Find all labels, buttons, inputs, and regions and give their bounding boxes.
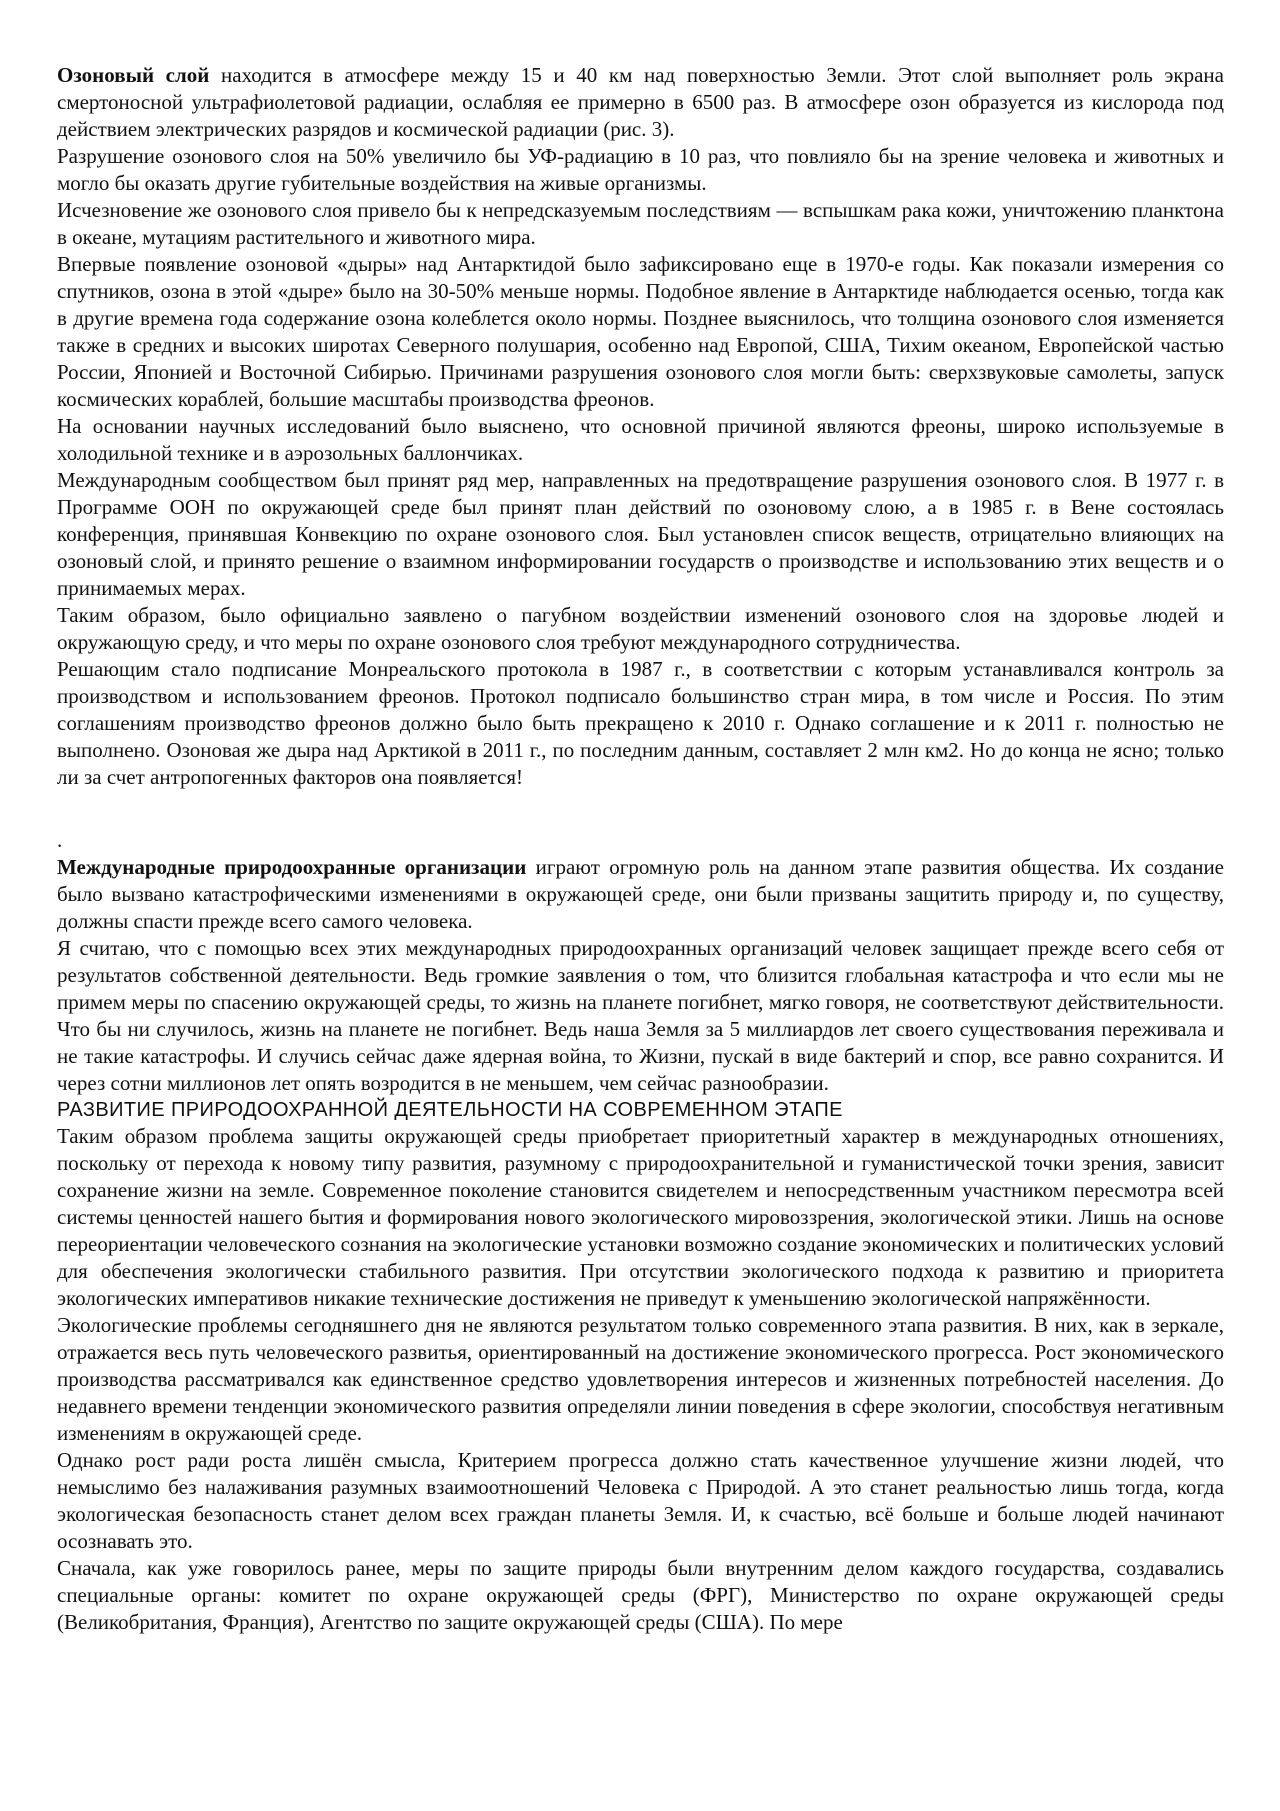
paragraph-ozone-layer [57, 62, 1224, 143]
paragraph-freons: На основании научных исследований было выяснено, что основной причиной являются фреоны, широко используемые в холодильной технике и в аэрозольных баллончиках. [57, 414, 1224, 465]
paragraph-national-measures: Сначала, как уже говорилось ранее, меры по защите природы были внутренним делом каждого государства, создавались специальные органы: комитет по охране окружающей среды (ФРГ), Министерство по охране окружающей среды (Великобритания, Франция), Агентство по защите окружающей среды (США). По мере [57, 1556, 1224, 1634]
paragraph-international-organizations [57, 854, 1224, 935]
paragraph-growth: Однако рост ради роста лишён смысла, Критерием прогресса должно стать качественное улучшение жизни людей, что немыслимо без налаживания разумных взаимоотношений Человека с Природой. А это станет реальностью лишь тогда, когда экологическая безопасность станет делом всех граждан планеты Земля. И, к счастью, всё больше и больше людей начинают осознавать это. [57, 1448, 1224, 1553]
paragraph-ecological-problems: Экологические проблемы сегодняшнего дня не являются результатом только современного этапа развития. В них, как в зеркале, отражается весь путь человеческого развитья, ориентированный на достижение экономического прогресса. Рост экономического производства рассматривался как единственное средство удовлетворения интересов и жизненных потребностей населения. До недавнего времени тенденции экономического развития определяли линии поведения в сфере экологии, способствуя негативным изменениям в окружающей среде. [57, 1313, 1224, 1445]
section-gap [57, 791, 1224, 827]
term-international-organizations: Международные природоохранные организации [57, 855, 527, 879]
paragraph-ozone-destruction: Разрушение озонового слоя на 50% увеличило бы УФ-радиацию в 10 раз, что повлияло бы на зрение человека и животных и могло бы оказать другие губительные воздействия на живые организмы. [57, 144, 1224, 195]
paragraph-opinion: Я считаю, что с помощью всех этих международных природоохранных организаций человек защищает прежде всего себя от результатов собственной деятельности. Ведь громкие заявления о том, что близится глобальная катастрофа и что если мы не примем меры по спасению окружающей среды, то жизнь на планете погибнет, мягко говоря, не соответствуют действительности. Что бы ни случилось, жизнь на планете не погибнет. Ведь наша Земля за 5 миллиардов лет своего существования переживала и не такие катастрофы. И случись сейчас даже ядерная война, то Жизни, пускай в виде бактерий и спор, все равно сохранится. И через сотни миллионов лет опять возродится в не меньшем, чем сейчас разнообразии. [57, 936, 1224, 1095]
paragraph-conclusion: Таким образом, было официально заявлено о пагубном воздействии изменений озонового слоя на здоровье людей и окружающую среду, и что меры по охране озонового слоя требуют международного сотрудничества. [57, 603, 1224, 654]
paragraph-text: находится в атмосфере между 15 и 40 км над поверхностью Земли. Этот слой выполняет роль экрана смертоносной ультрафиолетовой радиации, ослабляя ее примерно в 6500 раз. В атмосфере озон образуется из кислорода под действием электрических разрядов и космической радиации (рис. 3). [57, 63, 1224, 141]
paragraph-priority: Таким образом проблема защиты окружающей среды приобретает приоритетный характер в международных отношениях, поскольку от перехода к новому типу развития, разумному с природоохранительной и гуманистической точки зрения, зависит сохранение жизни на земле. Современное поколение становится свидетелем и непосредственным участником пересмотра всей системы ценностей нашего бытия и формирования нового экологического мировоззрения, экологической этики. Лишь на основе переориентации человеческого сознания на экологические установки возможно создание экономических и политических условий для обеспечения экологически стабильного развития. При отсутствии экологического подхода к развитию и приоритета экологических императивов никакие технические достижения не приведут к уменьшению экологической напряжённости. [57, 1124, 1224, 1310]
term-ozone-layer: Озоновый слой [57, 63, 210, 87]
paragraph-ozone-hole: Впервые появление озоновой «дыры» над Антарктидой было зафиксировано еще в 1970-е годы. Как показали измерения со спутников, озона в этой «дыре» было на 30-50% меньше нормы. Подобное явление в Антарктиде наблюдается осенью, тогда как в другие времена года содержание озона колеблется около нормы. Позднее выяснилось, что толщина озонового слоя изменяется также в средних и высоких широтах Северного полушария, особенно над Европой, США, Тихим океаном, Европейской частью России, Японией и Восточной Сибирью. Причинами разрушения озонового слоя могли быть: сверхзвуковые самолеты, запуск космических кораблей, большие масштабы производства фреонов. [57, 252, 1224, 411]
document-page [57, 62, 1224, 1636]
paragraph-international-measures: Международным сообществом был принят ряд мер, направленных на предотвращение разрушения озонового слоя. В 1977 г. в Программе ООН по окружающей среде был принят план действий по озоновому слою, а в 1985 г. в Вене состоялась конференция, принявшая Конвекцию по охране озонового слоя. Был установлен список веществ, отрицательно влияющих на озоновый слой, и принято решение о взаимном информировании государств о производстве и использованию этих веществ и о принимаемых мерах. [57, 468, 1224, 600]
paragraph-montreal-protocol: Решающим стало подписание Монреальского протокола в 1987 г., в соответствии с которым устанавливался контроль за производством и использованием фреонов. Протокол подписало большинство стран мира, в том числе и Россия. По этим соглашениям производство фреонов должно было быть прекращено к 2010 г. Однако соглашение и к 2011 г. полностью не выполнено. Озоновая же дыра над Арктикой в 2011 г., по последним данным, составляет 2 млн км2. Но до конца не ясно; только ли за счет антропогенных факторов она появляется! [57, 657, 1224, 789]
paragraph-text: играют огромную роль на данном этапе развития общества. Их создание было вызвано катастрофическими изменениями в окружающей среде, они были призваны защитить природу и, по существу, должны спасти прежде всего самого человека. [57, 855, 1224, 933]
section-heading: РАЗВИТИЕ ПРИРОДООХРАННОЙ ДЕЯТЕЛЬНОСТИ НА СОВРЕМЕННОМ ЭТАПЕ [57, 1099, 843, 1121]
paragraph-ozone-disappearance: Исчезновение же озонового слоя привело бы к непредсказуемым последствиям — вспышкам рака кожи, уничтожению планктона в океане, мутациям растительного и животного мира. [57, 198, 1224, 249]
separator-dot: . [57, 828, 63, 852]
